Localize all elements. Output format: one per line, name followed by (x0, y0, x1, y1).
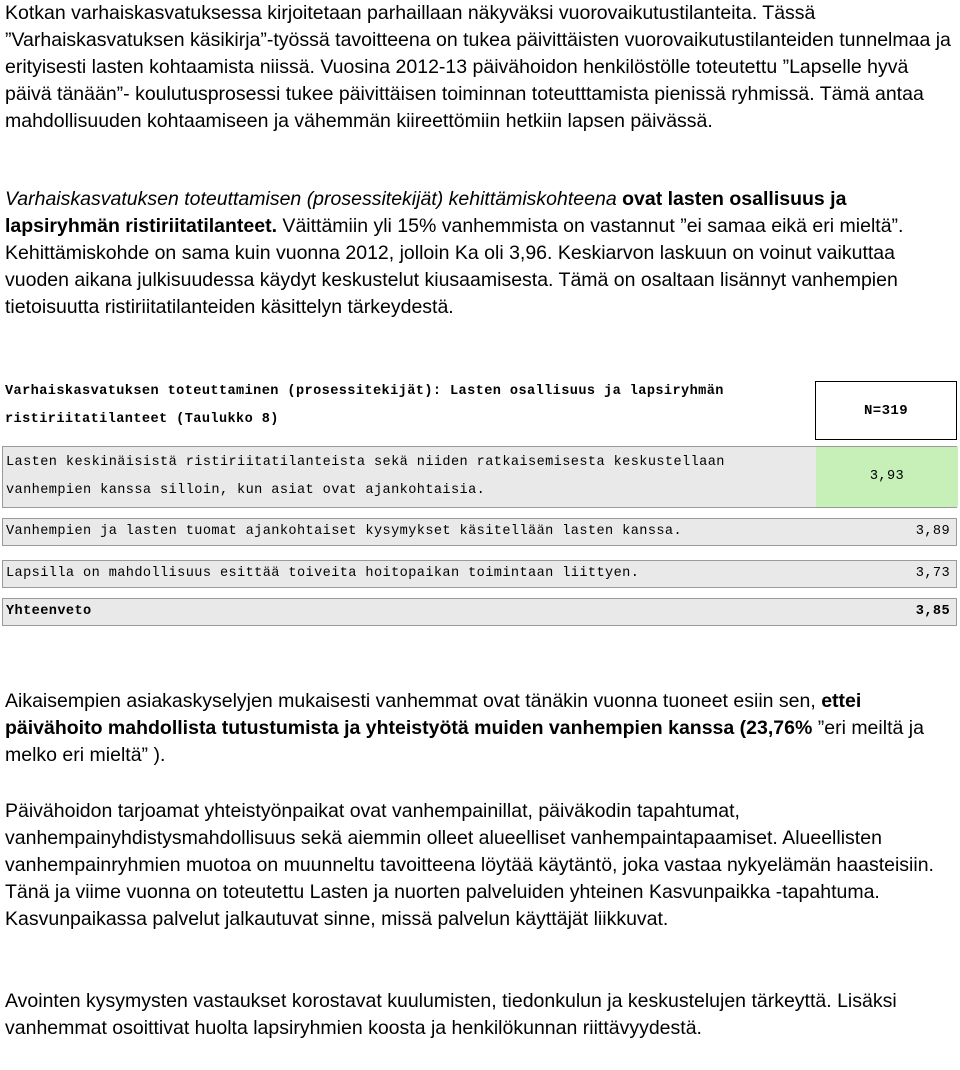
table-summary-row (2, 598, 957, 626)
table-row (2, 518, 957, 546)
summary-value: 3,85 (915, 604, 950, 619)
table-row (2, 560, 957, 588)
row-label: Lapsilla on mahdollisuus esittää toiveita hoitopaikan toimintaan liittyen. (6, 566, 640, 581)
development-italic-text: Varhaiskasvatuksen toteuttamisen (prosessitekijät) kehittämiskohteena (5, 188, 617, 210)
results-table (2, 378, 957, 632)
development-paragraph (5, 186, 955, 321)
cooperation-bold-text: ettei päivähoito mahdollista tutustumista ja yhteistyötä muiden vanhempien kanssa (23,76% (5, 690, 862, 739)
opportunities-paragraph: Päivähoidon tarjoamat yhteistyönpaikat ovat vanhempainillat, päiväkodin tapahtumat, vanhempainyhdistysmahdollisuus sekä aiemmin olleet alueelliset vanhempaintapaamiset. Alueellisten vanhempainryhmien muotoa on muunneltu tavoitteena löytää käytäntö, joka vastaa nykyelämän haasteisiin. Tänä ja viime vuonna on toteutettu Lasten ja nuorten palveluiden yhteinen Kasvunpaikka -tapahtuma. Kasvunpaikassa palvelut jalkautuvat sinne, missä palvelun käyttäjät liikkuvat. (5, 800, 934, 930)
development-rest-text: Väittämiin yli 15% vanhemmista on vastannut ”ei samaa eikä eri mieltä”. Kehittämiskohde on sama kuin vuonna 2012, jolloin Ka oli 3,96. Keskiarvon laskuun on voinut vaikuttaa vuoden aikana julkisuudessa käydyt keskustelut kiusaamisesta. Tämä on osaltaan lisännyt vanhempien tietoisuutta ristiriitatilanteiden käsittelyn tärkeydestä. (5, 215, 904, 318)
open-answers-paragraph: Avointen kysymysten vastaukset korostavat kuulumisten, tiedonkulun ja keskustelujen tärkeyttä. Lisäksi vanhemmat osoittivat huolta lapsiryhmien koosta ja henkilökunnan riittävyydestä. (5, 990, 897, 1039)
table-title: Varhaiskasvatuksen toteuttaminen (prosessitekijät): Lasten osallisuus ja lapsiryhmän ristiriitatilanteet (Taulukko 8) (5, 384, 724, 427)
cooperation-pre-text: Aikaisempien asiakaskyselyjen mukaisesti vanhemmat ovat tänäkin vuonna tuoneet esiin sen, (5, 690, 816, 712)
cooperation-post-text: ”eri meiltä ja melko eri mieltä” ). (5, 717, 924, 766)
row-label: Lasten keskinäisistä ristiriitatilanteista sekä niiden ratkaisemisesta keskustellaan vanhempien kanssa silloin, kun asiat ovat ajankohtaisia. (6, 455, 725, 498)
development-bold-text: ovat lasten osallisuus ja lapsiryhmän ristiriitatilanteet. (5, 188, 847, 237)
row-value: 3,93 (816, 447, 958, 507)
row-value: 3,73 (915, 566, 950, 581)
table-row (2, 446, 957, 508)
summary-label: Yhteenveto (6, 604, 92, 619)
row-value: 3,89 (915, 524, 950, 539)
intro-paragraph: Kotkan varhaiskasvatuksessa kirjoitetaan parhaillaan näkyväksi vuorovaikutustilanteita. Tässä ”Varhaiskasvatuksen käsikirja”-työssä tavoitteena on tukea päivittäisten vuorovaikutustilanteiden tunnelmaa ja erityisesti lasten kohtaamista niissä. Vuosina 2012-13 päivähoidon henkilöstölle toteutettu ”Lapselle hyvä päivä tänään”- koulutusprosessi tukee päivittäisen toiminnan toteutttamista pienissä ryhmissä. Tämä antaa mahdollisuuden kohtaamiseen ja vähemmän kiireettömiin hetkiin lapsen päivässä. (5, 2, 951, 132)
row-label: Vanhempien ja lasten tuomat ajankohtaiset kysymykset käsitellään lasten kanssa. (6, 524, 683, 539)
cooperation-paragraph (5, 688, 955, 769)
sample-size-cell: N=319 (815, 381, 957, 440)
